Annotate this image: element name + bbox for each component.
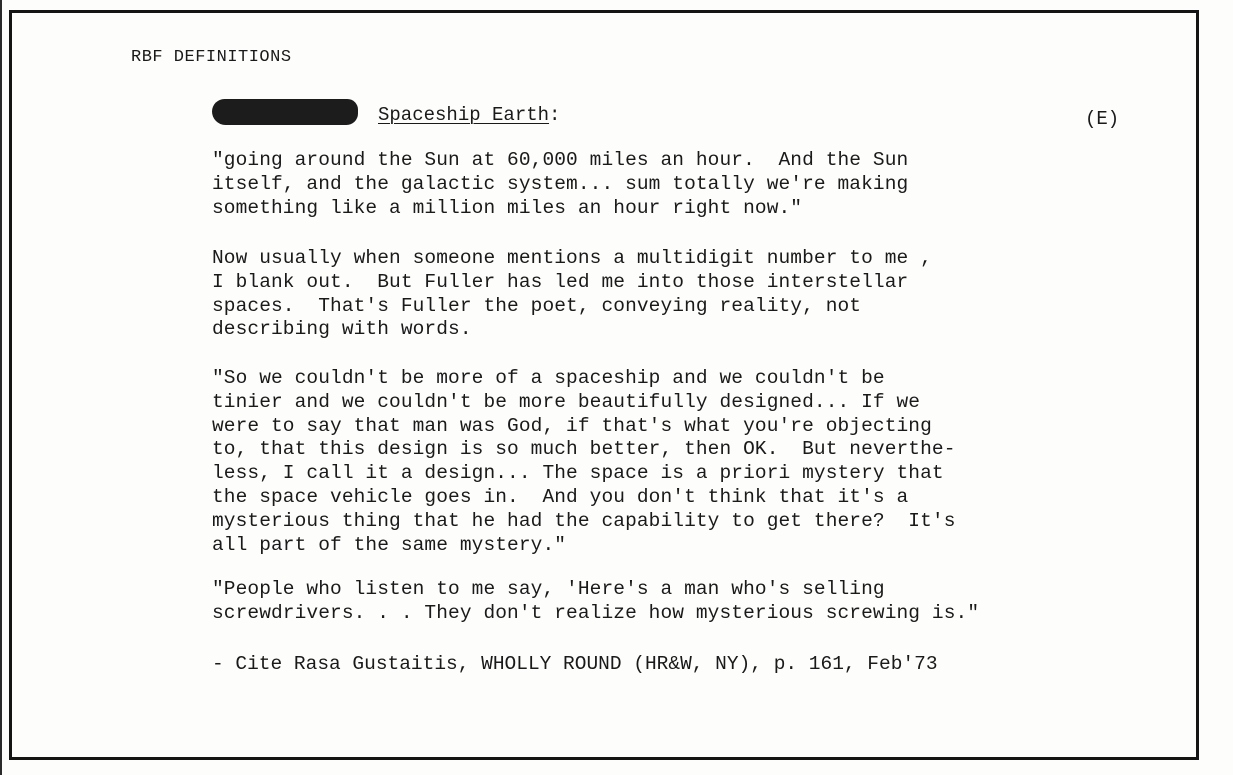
redaction-mark: [212, 99, 358, 125]
entry-code: (E): [1085, 108, 1120, 130]
citation: - Cite Rasa Gustaitis, WHOLLY ROUND (HR&W, NY), p. 161, Feb'73: [212, 653, 938, 675]
entry-title: [378, 104, 560, 126]
quote-paragraph-1: "going around the Sun at 60,000 miles an hour. And the Sun itself, and the galactic system... sum totally we're making something like a million miles an hour right now.": [212, 149, 909, 219]
commentary-paragraph: Now usually when someone mentions a multidigit number to me , I blank out. But Fuller has led me into those interstellar spaces. That's Fuller the poet, conveying reality, not describing with words.: [212, 247, 932, 341]
entry-title-text: Spaceship Earth: [378, 104, 550, 126]
page-left-edge: [0, 0, 2, 775]
quote-paragraph-2: "So we couldn't be more of a spaceship and we couldn't be tinier and we couldn't be more beautifully designed... If we were to say that man was God, if that's what you're objecting to, that this design is so much better, then OK. But neverthe- less, I call it a design... The space is a priori mystery that the space vehicle goes in. And you don't think that it's a mysterious thing that he had the capability to get there? It's all part of the same mystery.": [212, 367, 956, 556]
quote-paragraph-3: "People who listen to me say, 'Here's a man who's selling screwdrivers. . . They don't realize how mysterious screwing is.": [212, 578, 980, 624]
entry-title-colon: :: [549, 104, 561, 126]
page-title: RBF DEFINITIONS: [131, 48, 292, 67]
